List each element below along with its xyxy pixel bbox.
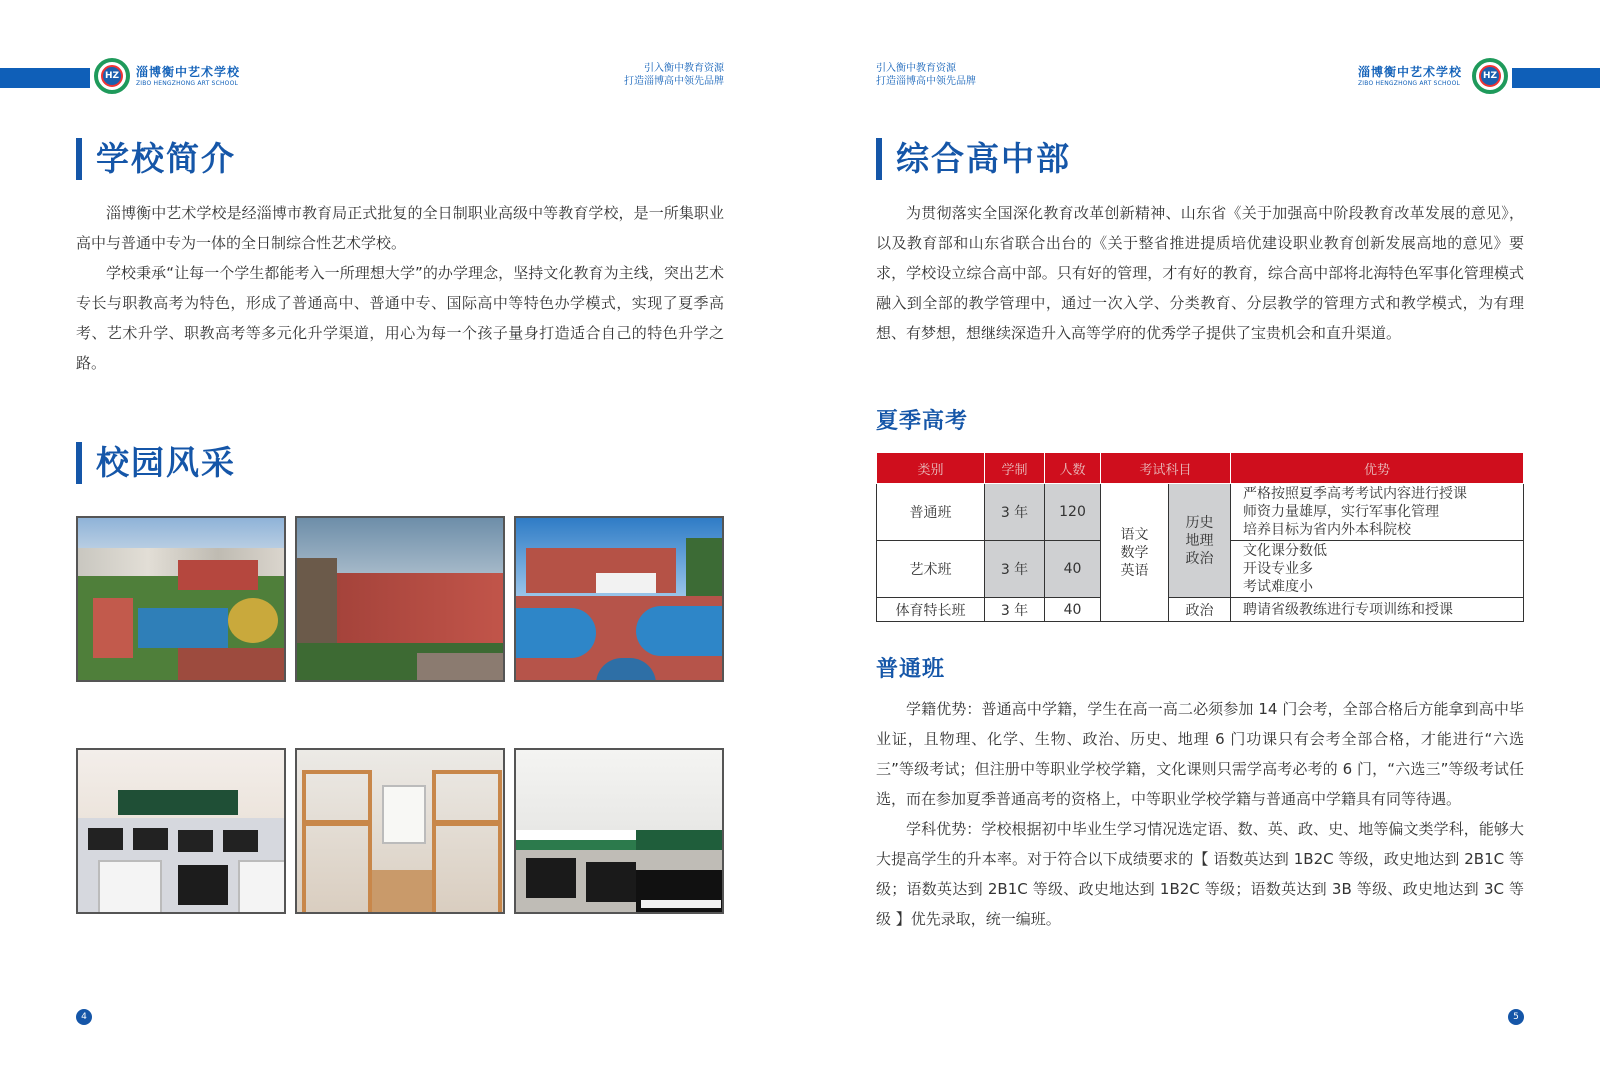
elective-subject: 地理 (1185, 532, 1214, 549)
years-cell: 3 年 (985, 484, 1045, 541)
slogan-line-1: 引入衡中教育资源 (876, 63, 956, 74)
logo-mark: HZ (101, 65, 123, 87)
intro-paragraph-1: 淄博衡中艺术学校是经淄博市教育局正式批复的全日制职业高级中等教育学校，是一所集职业高中与普通中专为一体的全日制综合性艺术学校。 (76, 204, 724, 252)
core-subject: 英语 (1120, 562, 1149, 579)
school-logo-right (1472, 58, 1508, 94)
advantages-cell (1231, 541, 1524, 598)
intro-title: 学校简介 (76, 138, 236, 180)
header-years: 学制 (985, 453, 1045, 484)
summer-exam-title: 夏季高考 (876, 409, 969, 434)
dormitory-photo (295, 748, 505, 914)
type-cell: 体育特长班 (877, 598, 985, 622)
advantages-cell (1231, 598, 1524, 622)
computer-lab-photo (76, 748, 286, 914)
table-row (877, 598, 1524, 622)
header-count: 人数 (1045, 453, 1101, 484)
section-intro-paragraph: 为贯彻落实全国深化教育改革创新精神、山东省《关于加强高中阶段教育改革发展的意见》，以及教育部和山东省联合出台的《关于整省推进提质培优建设职业教育创新发展高地的意见》要求，学校设立综合高中部。只有好的管理，才有好的教育，综合高中部将北海特色军事化管理模式融入到全部的教学管理中，通过一次入学、分类教育、分层教学的管理方式和教学模式，为有理想、有梦想，想继续深造升入高等学府的优秀学子提供了宝贵机会和直升渠道。 (876, 204, 1524, 342)
regular-paragraph-2: 学科优势：学校根据初中毕业生学习情况选定语、数、英、政、史、地等偏文类学科，能够大大提高学生的升本率。对于符合以下成绩要求的【 语数英达到 1B2C 等级，政史地达到 2B1C 等级；语数英达到 2B1C 等级、政史地达到 1B2C 等级；语数英达到 3B 等级、政史地达到 3C 等级 】优先录取，统一编班。 (876, 820, 1524, 928)
slogan-right (876, 62, 1010, 88)
school-logo-left (94, 58, 130, 94)
core-subject: 语文 (1120, 526, 1149, 543)
core-subject: 数学 (1120, 544, 1149, 561)
header-type: 类别 (877, 453, 985, 484)
section-title: 综合高中部 (876, 138, 1071, 180)
school-name-en-right: ZIBO HENGZHONG ART SCHOOL (1358, 80, 1461, 87)
campus-aerial-photo (76, 516, 286, 682)
campus-title: 校园风采 (76, 442, 236, 484)
header-subjects: 考试科目 (1101, 453, 1231, 484)
summer-exam-table (876, 452, 1524, 622)
regular-paragraph-1: 学籍优势：普通高中学籍，学生在高一高二必须参加 14 门会考，全部合格后方能拿到高中毕业证，且物理、化学、生物、政治、历史、地理 6 门功课只有会考全部合格，才能进行“六选三”等级考试；但注册中等职业学校学籍，文化课则只需学高考必考的 6 门，“六选三”等级考试任选，而在参加夏季普通高考的资格上，中等职业学校学籍与普通高中学籍具有同等待遇。 (876, 700, 1524, 808)
page-number-left: 4 (76, 1009, 92, 1025)
slogan-line-2: 打造淄博高中领先品牌 (624, 76, 724, 87)
advantage-line: 培养目标为省内外本科院校 (1243, 522, 1411, 538)
header-band-left (0, 68, 90, 88)
slogan-line-2: 打造淄博高中领先品牌 (876, 76, 976, 87)
advantage-line: 聘请省级教练进行专项训练和授课 (1243, 601, 1453, 618)
advantage-line: 文化课分数低 (1243, 543, 1327, 559)
regular-class-text (876, 694, 1524, 934)
advantage-line: 开设专业多 (1243, 561, 1313, 577)
advantages-cell (1231, 484, 1524, 541)
sports-court-photo (514, 516, 724, 682)
intro-text (76, 198, 724, 378)
school-name-cn-left: 淄博衡中艺术学校 (136, 65, 241, 79)
piano-room-photo (514, 748, 724, 914)
years-cell: 3 年 (985, 541, 1045, 598)
logo-mark: HZ (1479, 65, 1501, 87)
school-name-cn-right: 淄博衡中艺术学校 (1358, 65, 1463, 79)
header-band-right (1512, 68, 1600, 88)
count-cell: 40 (1045, 598, 1101, 622)
header-advantages: 优势 (1231, 453, 1524, 484)
type-cell: 普通班 (877, 484, 985, 541)
elective-subjects-cell: 政治 (1169, 598, 1231, 622)
elective-subject: 政治 (1185, 550, 1214, 567)
years-cell: 3 年 (985, 598, 1045, 622)
count-cell: 40 (1045, 541, 1101, 598)
page-number-right: 5 (1508, 1009, 1524, 1025)
school-name-en-left: ZIBO HENGZHONG ART SCHOOL (136, 80, 239, 87)
elective-subjects-cell (1169, 484, 1231, 598)
advantage-line: 师资力量雄厚，实行军事化管理 (1243, 504, 1439, 520)
advantage-line: 考试难度小 (1243, 579, 1313, 595)
slogan-line-1: 引入衡中教育资源 (644, 63, 724, 74)
table-header-row (877, 453, 1524, 484)
table-row (877, 484, 1524, 541)
type-cell: 艺术班 (877, 541, 985, 598)
core-subjects-cell (1101, 484, 1169, 622)
advantage-line: 严格按照夏季高考考试内容进行授课 (1243, 486, 1467, 502)
regular-class-title: 普通班 (876, 657, 946, 682)
intro-paragraph-2: 学校秉承“让每一个学生都能考入一所理想大学”的办学理念，坚持文化教育为主线，突出艺术专长与职教高考为特色，形成了普通高中、普通中专、国际高中等特色办学模式，实现了夏季高考、艺术升学、职教高考等多元化升学渠道，用心为每一个孩子量身打造适合自己的特色升学之路。 (76, 264, 724, 372)
section-intro (876, 198, 1524, 348)
count-cell: 120 (1045, 484, 1101, 541)
elective-subject: 历史 (1185, 514, 1214, 531)
slogan-left (590, 62, 724, 88)
teaching-building-photo (295, 516, 505, 682)
